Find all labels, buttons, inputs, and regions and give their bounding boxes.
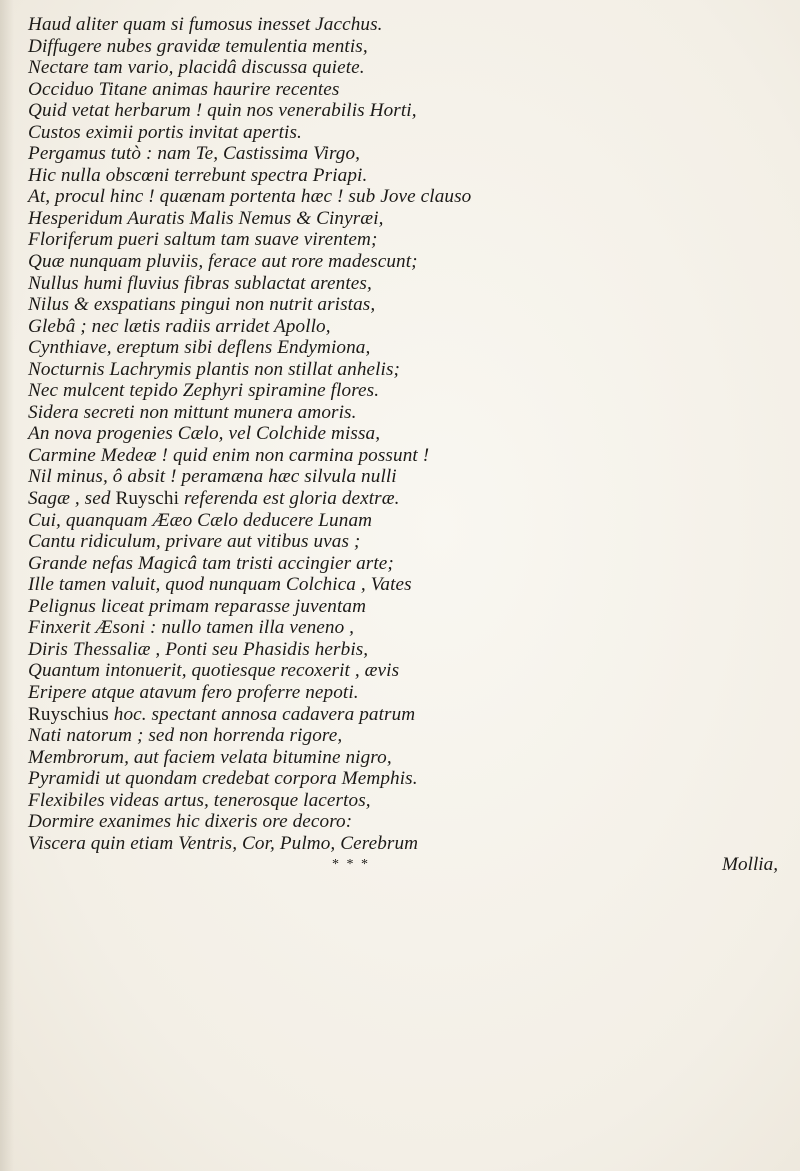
- poem-line: Sidera secreti non mittunt munera amoris.: [28, 401, 357, 423]
- poem-line: Nil minus, ô absit ! peramæna hæc silvula nulli: [28, 466, 397, 488]
- catchword: Mollia,: [722, 854, 778, 876]
- line-italic-part: Sagæ , sed: [28, 488, 116, 510]
- signature-mark: * * *: [332, 857, 370, 873]
- poem-line: [28, 488, 798, 510]
- poem-line: Custos eximii portis invitat apertis.: [28, 121, 302, 143]
- poem-line: Floriferum pueri saltum tam suave virentem;: [28, 229, 378, 251]
- binding-shadow: [0, 0, 14, 1171]
- poem-line: Pergamus tutò : nam Te, Castissima Virgo,: [28, 143, 361, 165]
- poem-line: Flexibiles videas artus, tenerosque lacertos,: [28, 789, 371, 811]
- poem-line: [28, 704, 798, 726]
- poem-line: Finxerit Æsoni : nullo tamen illa veneno ,: [28, 617, 355, 639]
- poem-line: Glebâ ; nec lætis radiis arridet Apollo,: [28, 315, 331, 337]
- poem-line: Hesperidum Auratis Malis Nemus & Cinyræi,: [28, 207, 384, 229]
- page-footer: [28, 854, 798, 876]
- poem-line: Nilus & exspatians pingui non nutrit aristas,: [28, 294, 376, 316]
- poem-line: Occiduo Titane animas haurire recentes: [28, 78, 340, 100]
- poem-line: Nec mulcent tepido Zephyri spiramine flores.: [28, 380, 380, 402]
- poem-line: Quid vetat herbarum ! quin nos venerabilis Horti,: [28, 100, 417, 122]
- poem-line: Cui, quanquam Ææo Cælo deducere Lunam: [28, 509, 373, 531]
- poem-line: Quantum intonuerit, quotiesque recoxerit , ævis: [28, 660, 400, 682]
- poem-line: Haud aliter quam si fumosus inesset Jacchus.: [28, 14, 383, 35]
- poem-line: Grande nefas Magicâ tam tristi accingier arte;: [28, 552, 394, 574]
- poem-line: An nova progenies Cælo, vel Colchide missa,: [28, 423, 381, 445]
- name-ruyschius: Ruyschius: [28, 703, 109, 725]
- poem-line: Nectare tam vario, placidâ discussa quiete.: [28, 57, 365, 79]
- poem-line: Dormire exanimes hic dixeris ore decoro:: [28, 811, 353, 833]
- poem-line: Diris Thessaliæ , Ponti seu Phasidis herbis,: [28, 638, 369, 660]
- poem-line: Cynthiave, ereptum sibi deflens Endymiona,: [28, 337, 371, 359]
- poem-line: Carmine Medeæ ! quid enim non carmina possunt !: [28, 444, 430, 466]
- poem-line: At, procul hinc ! quænam portenta hæc ! sub Jove clauso: [28, 186, 472, 208]
- poem-line: Nullus humi fluvius fibras sublactat arentes,: [28, 272, 372, 294]
- poem-line: Pelignus liceat primam reparasse juventam: [28, 595, 367, 617]
- poem-line: Pyramidi ut quondam credebat corpora Memphis.: [28, 768, 418, 790]
- poem-line: Nati natorum ; sed non horrenda rigore,: [28, 725, 343, 747]
- poem-line: Nocturnis Lachrymis plantis non stillat anhelis;: [28, 358, 401, 380]
- name-ruyschi: Ruyschi: [115, 488, 180, 510]
- latin-poem: [28, 14, 798, 876]
- poem-line: Viscera quin etiam Ventris, Cor, Pulmo, Cerebrum: [28, 832, 419, 854]
- line-italic-part: referenda est gloria dextræ.: [179, 488, 400, 510]
- poem-line: Cantu ridiculum, privare aut vitibus uvas ;: [28, 531, 361, 553]
- poem-line: Quæ nunquam pluviis, ferace aut rore madescunt;: [28, 251, 418, 273]
- poem-line: Ille tamen valuit, quod nunquam Colchica , Vates: [28, 574, 412, 596]
- poem-line: Hic nulla obscœni terrebunt spectra Priapi.: [28, 164, 368, 186]
- line-italic-part: hoc. spectant annosa cadavera patrum: [108, 703, 416, 725]
- poem-line: Eripere atque atavum fero proferre nepoti.: [28, 681, 359, 703]
- poem-line: Membrorum, aut faciem velata bitumine nigro,: [28, 746, 392, 768]
- poem-line: Diffugere nubes gravidæ temulentia mentis,: [28, 35, 368, 57]
